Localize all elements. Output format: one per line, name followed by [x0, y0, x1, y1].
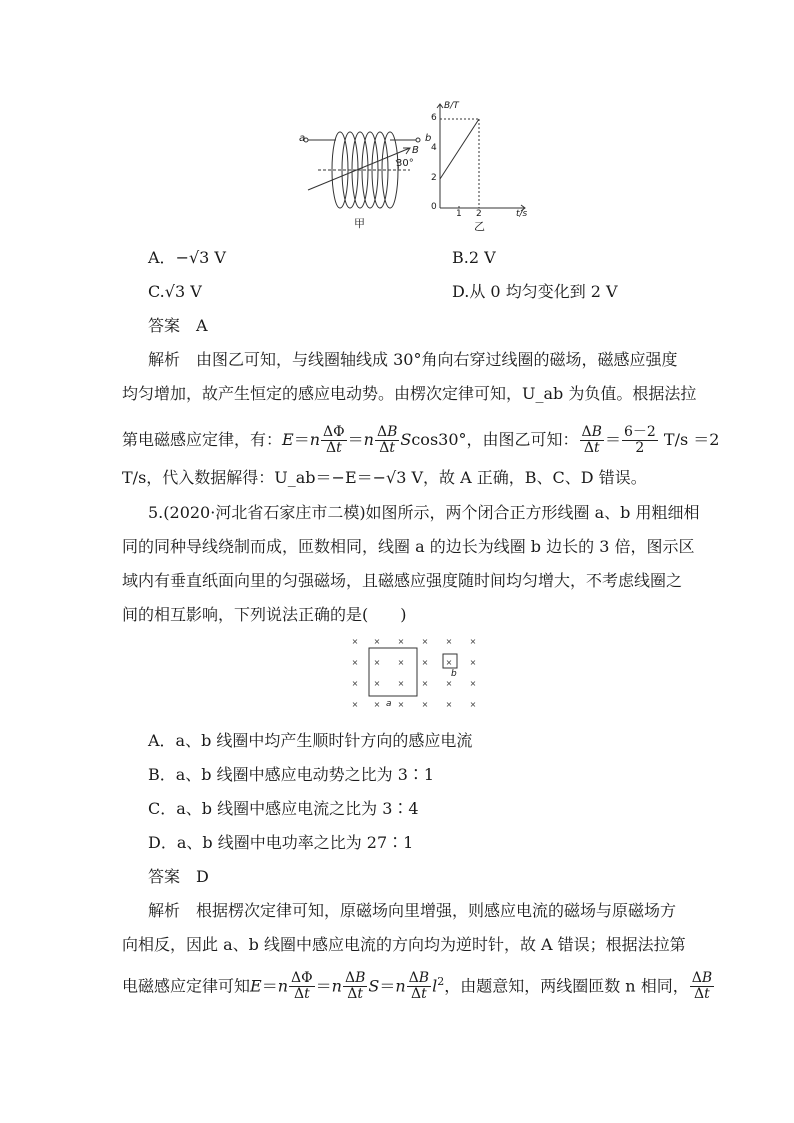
q4-option-b: B.2 V	[452, 248, 496, 267]
graph-xtick-1: 1	[456, 209, 462, 219]
graph-ylabel: B/T	[444, 101, 459, 111]
q5-stem-line-4: 间的相互影响，下列说法正确的是( )	[122, 605, 407, 624]
svg-text:×: ×	[445, 679, 453, 688]
graph-caption: 乙	[474, 220, 485, 233]
fig-label-a: a	[386, 699, 392, 709]
coil-caption: 甲	[354, 217, 365, 230]
q4-option-d: D.从 0 均匀变化到 2 V	[452, 282, 618, 301]
magnetic-field-figure	[345, 632, 485, 712]
q4-analysis-line-2: 均匀增加，故产生恒定的感应电动势。由楞次定律可知，U_ab 为负值。根据法拉	[122, 384, 697, 403]
q5-analysis-line-1: 解析 根据楞次定律可知，原磁场向里增强，则感应电流的磁场与原磁场方	[148, 901, 677, 920]
q5-option-c: C．a、b 线圈中感应电流之比为 3∶4	[148, 799, 419, 818]
svg-text:×: ×	[469, 658, 477, 667]
graph-ytick-4: 4	[431, 143, 437, 153]
q5-stem-line-2: 同的同种导线绕制而成，匝数相同，线圈 a 的边长为线圈 b 边长的 3 倍，图示区	[122, 537, 695, 556]
svg-text:×: ×	[397, 637, 405, 646]
svg-text:×: ×	[351, 679, 359, 688]
q4-option-a-value: −√3 V	[175, 248, 226, 267]
graph-xlabel: t/s	[516, 209, 528, 219]
q5-option-b: B．a、b 线圈中感应电动势之比为 3∶1	[148, 765, 435, 784]
q4-analysis-line-3: 第电磁感应定律，有：E＝n $\frac{\Delta\Phi}{\Delta t}$ ＝n $\frac{\Delta B}{\Delta t}$ Scos30°，由图乙可知： $\frac{\Delta B}{\Delta t}$ ＝ $\frac{6-2}{2}$ T/s ＝2	[122, 424, 720, 456]
q5-analysis-label: 解析	[148, 901, 181, 920]
q5-stem-line-3: 域内有垂直纸面向里的匀强磁场，且磁感应强度随时间均匀增大，不考虑线圈之	[122, 571, 683, 590]
svg-text:×: ×	[397, 658, 405, 667]
q4-analysis-line-1: 解析 由图乙可知，与线圈轴线成 30°角向右穿过线圈的磁场，磁感应强度	[148, 350, 678, 369]
svg-text:×: ×	[421, 700, 429, 709]
q5-answer-value: D	[196, 867, 209, 886]
q4-answer	[148, 316, 208, 336]
svg-text:×: ×	[373, 658, 381, 667]
coil-label-a: a	[299, 133, 306, 144]
svg-text:×: ×	[421, 679, 429, 688]
svg-text:×: ×	[373, 637, 381, 646]
graph-xtick-2: 2	[476, 209, 482, 219]
bt-graph	[425, 100, 535, 220]
svg-text:×: ×	[351, 658, 359, 667]
q4-option-c: C.√3 V	[148, 282, 202, 301]
svg-text:×: ×	[445, 700, 453, 709]
q5-option-a: A．a、b 线圈中均产生顺时针方向的感应电流	[148, 731, 473, 750]
svg-text:×: ×	[351, 700, 359, 709]
coil-angle-label: 30°	[396, 158, 414, 169]
svg-text:×: ×	[397, 679, 405, 688]
svg-text:×: ×	[397, 700, 405, 709]
graph-ytick-0: 0	[431, 202, 437, 212]
q5-analysis-line-3: 电磁感应定律可知E＝n $\frac{\Delta\Phi}{\Delta t}$ ＝n $\frac{\Delta B}{\Delta t}$ S＝n $\frac{\Delta B}{\Delta t}$ $l^2$，由题意知，两线圈匝数 n 相同， $\frac{\Delta B}{\Delta t}$	[122, 970, 713, 1003]
graph-ytick-2: 2	[431, 173, 437, 183]
coil-label-b: b	[425, 133, 432, 144]
svg-text:×: ×	[445, 637, 453, 646]
q4-analysis-label: 解析	[148, 350, 181, 369]
svg-text:×: ×	[421, 658, 429, 667]
q5-analysis-line-2: 向相反，因此 a、b 线圈中感应电流的方向均为逆时针，故 A 错误；根据法拉第	[122, 935, 686, 954]
svg-text:×: ×	[373, 700, 381, 709]
q4-option-a: A．−√3 V	[148, 248, 226, 267]
coil-label-B: B	[412, 145, 419, 156]
q5-answer	[148, 867, 209, 887]
svg-text:×: ×	[469, 700, 477, 709]
svg-text:×: ×	[469, 637, 477, 646]
q5-stem-line-1: 5.(2020·河北省石家庄市二模)如图所示，两个闭合正方形线圈 a、b 用粗细相	[148, 503, 700, 522]
svg-text:×: ×	[351, 637, 359, 646]
svg-text:×: ×	[373, 679, 381, 688]
svg-text:×: ×	[445, 658, 453, 667]
q4-answer-value: A	[196, 316, 208, 335]
q4-analysis-line-4: T/s，代入数据解得：U_ab＝−E＝−√3 V，故 A 正确，B、C、D 错误。	[122, 468, 647, 487]
graph-ytick-6: 6	[431, 113, 437, 123]
q4-answer-label: 答案	[148, 316, 181, 335]
q5-answer-label: 答案	[148, 867, 181, 886]
svg-text:×: ×	[421, 637, 429, 646]
q5-option-d: D．a、b 线圈中电功率之比为 27∶1	[148, 833, 414, 852]
svg-text:×: ×	[469, 679, 477, 688]
fig-label-b: b	[451, 669, 457, 679]
